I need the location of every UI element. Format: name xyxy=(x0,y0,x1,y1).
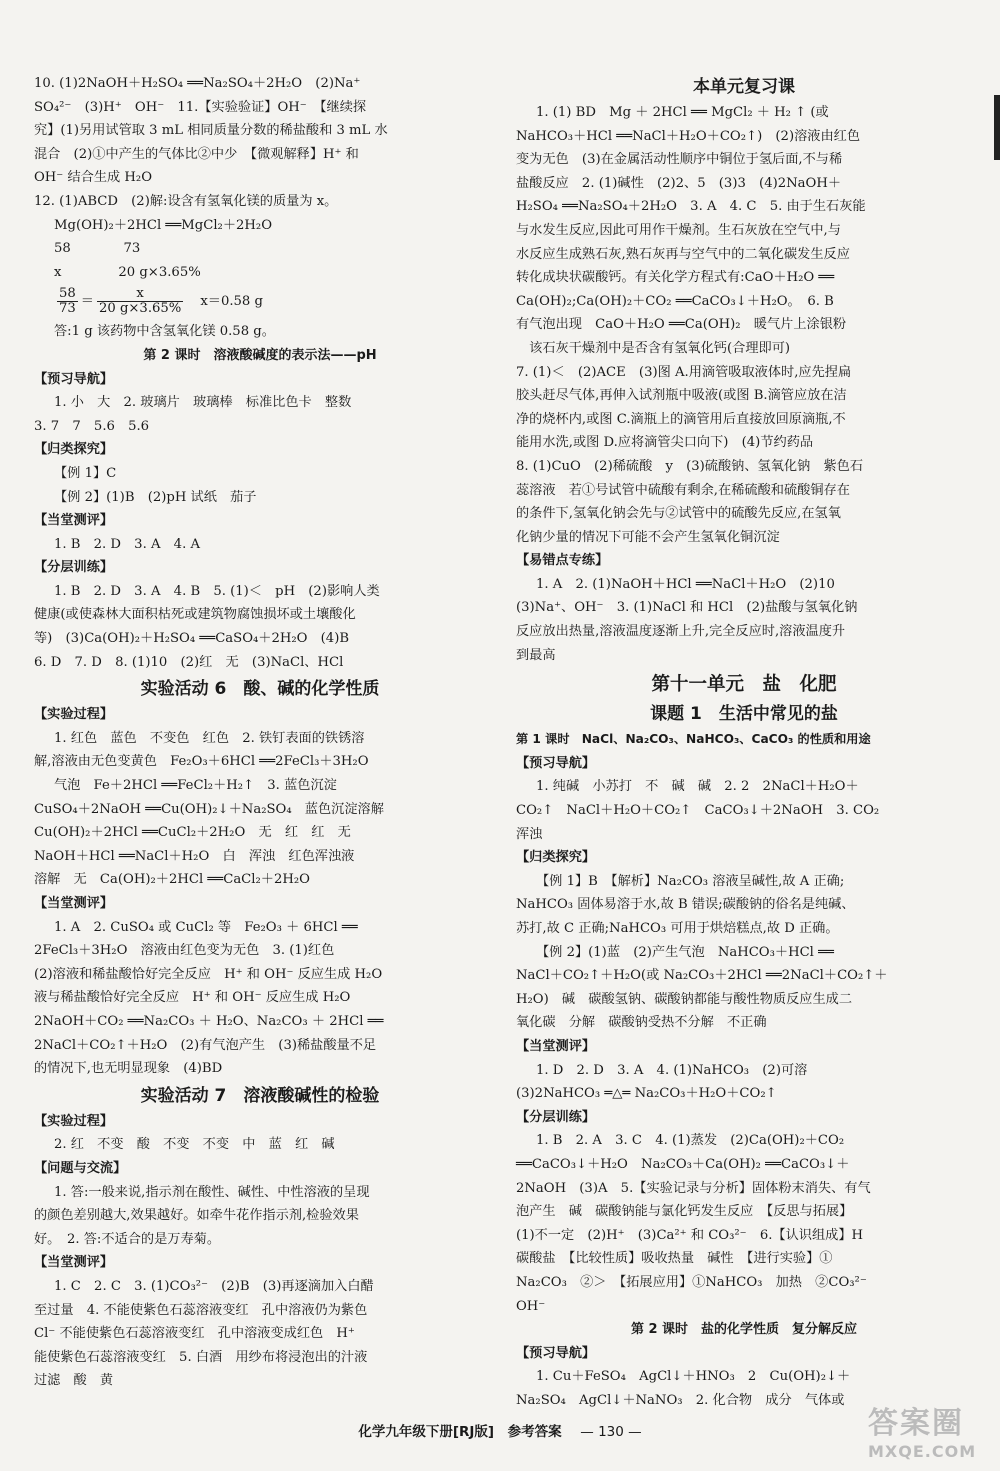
answer-line: OH⁻ xyxy=(516,1298,546,1314)
answer-line: 10. (1)2NaOH＋H₂SO₄ ══Na₂SO₄＋2H₂O (2)Na⁺ xyxy=(34,76,361,91)
answer-line: NaCl＋CO₂↑＋H₂O(或 Na₂CO₃＋2HCl ══2NaCl＋CO₂↑＋ xyxy=(516,968,888,984)
answer-line: 液与稀盐酸恰好完全反应 H⁺ 和 OH⁻ 反应生成 H₂O xyxy=(34,990,351,1006)
answer-line: NaHCO₃＋HCl ══NaCl＋H₂O＋CO₂↑) (2)溶液由红色 xyxy=(516,128,861,144)
fraction-right xyxy=(97,287,183,316)
answer-line: CuSO₄＋2NaOH ══Cu(OH)₂↓＋Na₂SO₄ 蓝色沉淀溶解 xyxy=(34,801,384,817)
answer-line: 1. B 2. A 3. C 4. (1)蒸发 (2)Ca(OH)₂＋CO₂ xyxy=(536,1133,845,1149)
watermark-line1: 答案圈 xyxy=(868,1406,964,1441)
answer-line: NaHCO₃ 固体易溶于水,故 B 错误;碳酸钠的俗名是纯碱、 xyxy=(516,897,855,913)
fraction-left xyxy=(57,287,78,316)
answer-line: 3. 7 7 5.6 5.6 xyxy=(34,418,150,434)
answer-line: 等) (3)Ca(OH)₂＋H₂SO₄ ══CaSO₄＋2H₂O (4)B xyxy=(34,631,350,647)
answer-line: 浑浊 xyxy=(516,826,543,842)
answer-line: (3)2NaHCO₃ ═△═ Na₂CO₃＋H₂O＋CO₂↑ xyxy=(516,1086,777,1102)
lesson-title: 第 2 课时 溶液酸碱度的表示法——pH xyxy=(143,347,377,363)
answer-line: 的条件下,氢氧化钠会先与②试管中的硫酸先反应,在氢氧 xyxy=(516,506,841,522)
section-tag: 【分层训练】 xyxy=(516,1109,596,1125)
answer-line: 化钠少量的情况下可能不会产生氢氧化铜沉淀 xyxy=(516,529,780,545)
watermark-logo xyxy=(868,1398,988,1462)
answer-line: 2NaOH (3)A 5.【实验记录与分析】固体粉末消失、有气 xyxy=(516,1180,871,1196)
answer-line: 好。 2. 答:不适合的是万寿菊。 xyxy=(34,1231,221,1247)
section-tag: 【预习导航】 xyxy=(34,371,114,387)
answer-line: 1. 红色 蓝色 不变色 红色 2. 铁钉表面的铁锈溶 xyxy=(54,730,365,746)
answer-line: 1. C 2. C 3. (1)CO₃²⁻ (2)B (3)再逐滴加入白醋 xyxy=(54,1278,374,1294)
answer-line: 溶解 无 Ca(OH)₂＋2HCl ══CaCl₂＋2H₂O xyxy=(34,872,310,888)
answer-line: 转化成块状碳酸钙。有关化学方程式有:CaO＋H₂O ══ xyxy=(516,270,835,286)
answer-line: 至过量 4. 不能使紫色石蕊溶液变红 孔中溶液仍为紫色 xyxy=(34,1302,368,1318)
footer-title: 化学九年级下册[RJ版] 参考答案 xyxy=(358,1424,562,1440)
answer-line: Mg(OH)₂＋2HCl ══MgCl₂＋2H₂O xyxy=(54,217,273,233)
answer-line: 2. 红 不变 酸 不变 不变 中 蓝 红 碱 xyxy=(54,1137,335,1153)
answer-line: NaOH＋HCl ══NaCl＋H₂O 白 浑浊 红色浑浊液 xyxy=(34,848,355,864)
answer-line: 1. B 2. D 3. A 4. A xyxy=(54,536,200,552)
answer-line: 【例 1】B 【解析】Na₂CO₃ 溶液呈碱性,故 A 正确; xyxy=(536,873,845,889)
answer-line: SO₄²⁻ (3)H⁺ OH⁻ 11.【实验验证】OH⁻ 【继续探 xyxy=(34,99,367,115)
answer-line: 1. 纯碱 小苏打 不 碱 碱 2. 2 2NaCl＋H₂O＋ xyxy=(536,779,859,795)
answer-line: CO₂↑ NaCl＋H₂O＋CO₂↑ CaCO₃↓＋2NaOH 3. CO₂ xyxy=(516,803,880,819)
section-title: 课题 1 生活中常见的盐 xyxy=(650,704,838,725)
answer-line: 变为无色 (3)在金属活动性顺序中铜位于氢后面,不与稀 xyxy=(516,152,843,168)
answer-line: 1. (1) BD Mg ＋ 2HCl ══ MgCl₂ ＋ H₂ ↑ (或 xyxy=(536,105,829,120)
answer-line: 能用水洗,或图 D.应将滴管尖口向下) (4)节约药品 xyxy=(516,435,814,451)
section-tag: 【当堂测评】 xyxy=(516,1038,596,1054)
section-tag: 【分层训练】 xyxy=(34,560,114,576)
denominator: 20 g×3.65% xyxy=(98,301,182,317)
section-title: 实验活动 6 酸、碱的化学性质 xyxy=(140,679,380,700)
lesson-title: 第 1 课时 NaCl、Na₂CO₃、NaHCO₃、CaCO₃ 的性质和用途 xyxy=(516,732,871,747)
section-tag: 【预习导航】 xyxy=(516,755,596,771)
answer-line: 【例 2】(1)蓝 (2)产生气泡 NaHCO₃＋HCl ══ xyxy=(536,944,834,960)
answer-line: 苏打,故 C 正确;NaHCO₃ 可用于烘焙糕点,故 D 正确。 xyxy=(516,921,839,936)
answer-line: Cl⁻ 不能使紫色石蕊溶液变红 孔中溶液变成红色 H⁺ xyxy=(34,1326,355,1342)
right-column xyxy=(516,72,972,1412)
answer-line: ══CaCO₃↓＋H₂O Na₂CO₃＋Ca(OH)₂ ══CaCO₃↓＋ xyxy=(516,1156,850,1172)
answer-line: 水反应生成熟石灰,熟石灰再与空气中的二氧化碳发生反应 xyxy=(516,246,850,262)
lesson-title: 第 2 课时 盐的化学性质 复分解反应 xyxy=(630,1322,858,1338)
numerator: x xyxy=(97,287,183,302)
answer-line: 健康(或使森林大面积枯死或建筑物腐蚀损坏或土壤酸化 xyxy=(34,607,356,623)
answer-line: 蕊溶液 若①号试管中硫酸有剩余,在稀硫酸和硫酸铜存在 xyxy=(516,482,850,498)
numerator: 58 xyxy=(59,286,76,302)
answer-line: H₂O) 碱 碳酸氢钠、碳酸钠都能与酸性物质反应生成二 xyxy=(516,991,853,1007)
section-tag: 【归类探究】 xyxy=(34,442,114,458)
section-tag: 【当堂测评】 xyxy=(34,896,114,911)
answer-line: Cu(OH)₂＋2HCl ══CuCl₂＋2H₂O 无 红 红 无 xyxy=(34,825,351,841)
answer-line: 12. (1)ABCD (2)解:设含有氢氧化镁的质量为 x。 xyxy=(34,193,338,209)
unit-title: 第十一单元 盐 化肥 xyxy=(651,674,837,696)
answer-line: 该石灰干燥剂中是否含有氢氧化钙(合理即可) xyxy=(516,340,791,356)
section-tag: 【当堂测评】 xyxy=(34,1255,114,1271)
answer-line: 1. A 2. CuSO₄ 或 CuCl₂ 等 Fe₂O₃ ＋ 6HCl ══ xyxy=(54,919,358,935)
answer-line: 碳酸盐 【比较性质】吸收热量 碱性 【进行实验】① xyxy=(516,1251,833,1267)
answer-line: 8. (1)CuO (2)稀硫酸 y (3)硫酸钠、氢氧化钠 紫色石 xyxy=(516,458,864,474)
answer-line: Ca(OH)₂;Ca(OH)₂＋CO₂ ══CaCO₃↓＋H₂O。 6. B xyxy=(516,293,834,309)
answer-line: 气泡 Fe＋2HCl ══FeCl₂＋H₂↑ 3. 蓝色沉淀 xyxy=(54,778,337,794)
section-title: 实验活动 7 溶液酸碱性的检验 xyxy=(140,1085,380,1106)
answer-line: Na₂CO₃ ②＞ 【拓展应用】①NaHCO₃ 加热 ②CO₃²⁻ xyxy=(516,1274,867,1290)
answer-line: (3)Na⁺、OH⁻ 3. (1)NaCl 和 HCl (2)盐酸与氢氧化钠 xyxy=(516,600,858,616)
answer-line: 过滤 酸 黄 xyxy=(34,1373,114,1389)
denominator: 73 xyxy=(59,301,76,317)
answer-line: 7. (1)＜ (2)ACE (3)图 A.用滴管吸取液体时,应先捏扁 xyxy=(516,364,852,380)
answer-line: 【例 1】C xyxy=(54,465,117,481)
page-number: — 130 — xyxy=(580,1424,642,1440)
section-tag: 【实验过程】 xyxy=(34,707,114,723)
answer-line: OH⁻ 结合生成 H₂O xyxy=(34,170,153,186)
answer-line: 胶头赶尽气体,再伸入试剂瓶中吸液(或图 B.滴管应放在洁 xyxy=(516,388,847,404)
answer-line: 1. Cu＋FeSO₄ AgCl↓＋HNO₃ 2 Cu(OH)₂↓＋ xyxy=(536,1369,851,1385)
answer-line: 能使紫色石蕊溶液变红 5. 白酒 用纱布将浸泡出的汁液 xyxy=(34,1349,368,1365)
page-footer xyxy=(0,1420,1000,1440)
answer-line: 混合 (2)①中产生的气体比②中少 【微观解释】H⁺ 和 xyxy=(34,146,359,162)
left-column xyxy=(34,72,486,1393)
answer-line: 1. 小 大 2. 玻璃片 玻璃棒 标准比色卡 整数 xyxy=(54,395,352,411)
answer-line: 1. A 2. (1)NaOH＋HCl ══NaCl＋H₂O (2)10 xyxy=(536,576,835,592)
answer-line: 与水发生反应,因此可用作干燥剂。生石灰放在空气中,与 xyxy=(516,222,841,238)
answer-line: 到最高 xyxy=(516,647,556,663)
answer-line: 究】(1)另用试管取 3 mL 相同质量分数的稀盐酸和 3 mL 水 xyxy=(34,123,388,139)
section-tag: 【问题与交流】 xyxy=(34,1160,127,1176)
answer-line: Na₂SO₄ AgCl↓＋NaNO₃ 2. 化合物 成分 气体或 xyxy=(516,1392,845,1408)
section-title: 本单元复习课 xyxy=(693,77,795,97)
answer-line: 58 73 xyxy=(54,241,141,257)
answer-line: 答:1 g 该药物中含氢氧化镁 0.58 g。 xyxy=(54,324,275,340)
answer-line: 1. 答:一般来说,指示剂在酸性、碱性、中性溶液的呈现 xyxy=(54,1184,370,1200)
answer-line: (2)溶液和稀盐酸恰好完全反应 H⁺ 和 OH⁻ 反应生成 H₂O xyxy=(34,966,383,982)
section-tag: 【实验过程】 xyxy=(34,1113,114,1129)
answer-line: 2NaOH＋CO₂ ══Na₂CO₃ ＋ H₂O、Na₂CO₃ ＋ 2HCl ══ xyxy=(34,1013,384,1029)
answer-line: 2FeCl₃＋3H₂O 溶液由红色变为无色 3. (1)红色 xyxy=(34,943,335,959)
answer-line: 1. B 2. D 3. A 4. B 5. (1)＜ pH (2)影响人类 xyxy=(54,583,380,599)
answer-line: H₂SO₄ ══Na₂SO₄＋2H₂O 3. A 4. C 5. 由于生石灰能 xyxy=(516,199,866,215)
section-tag: 【当堂测评】 xyxy=(34,513,114,529)
answer-line: 盐酸反应 2. (1)碱性 (2)2、5 (3)3 (4)2NaOH＋ xyxy=(516,175,842,191)
answer-line: 净的烧杯内,或图 C.滴瓶上的滴管用后直接放回原滴瓶,不 xyxy=(516,411,846,427)
answer-line: 解,溶液由无色变黄色 Fe₂O₃＋6HCl ══2FeCl₃＋3H₂O xyxy=(34,754,369,770)
answer-line: 反应放出热量,溶液温度逐渐上升,完全反应时,溶液温度升 xyxy=(516,624,846,640)
answer-line: x 20 g×3.65% xyxy=(54,264,201,280)
answer-line: 6. D 7. D 8. (1)10 (2)红 无 (3)NaCl、HCl xyxy=(34,654,344,670)
answer-line: 1. D 2. D 3. A 4. (1)NaHCO₃ (2)可溶 xyxy=(536,1062,808,1078)
answer-line: 2NaCl＋CO₂↑＋H₂O (2)有气泡产生 (3)稀盐酸量不足 xyxy=(34,1037,377,1053)
answer-line: 有气泡出现 CaO＋H₂O ══Ca(OH)₂ 暖气片上涂银粉 xyxy=(516,317,847,333)
answer-line: 的颜色差别越大,效果越好。如牵牛花作指示剂,检验效果 xyxy=(34,1208,359,1224)
section-tag: 【预习导航】 xyxy=(516,1345,596,1361)
answer-line: (1)不一定 (2)H⁺ (3)Ca²⁺ 和 CO₃²⁻ 6.【认识组成】H xyxy=(516,1227,864,1243)
watermark-line2: MXQE.COM xyxy=(868,1442,977,1461)
equals-sign: ＝ xyxy=(80,294,94,310)
section-tag: 【归类探究】 xyxy=(516,850,596,866)
fraction-line xyxy=(34,284,486,320)
answer-line: 的情况下,也无明显现象 (4)BD xyxy=(34,1061,223,1077)
answer-line: 【例 2】(1)B (2)pH 试纸 茄子 xyxy=(54,489,257,505)
fraction-result: x＝0.58 g xyxy=(200,294,263,310)
section-tag: 【易错点专练】 xyxy=(516,553,609,569)
answer-line: 泡产生 碱 碳酸钠能与氯化钙发生反应 【反思与拓展】 xyxy=(516,1204,853,1220)
page-edge-mark xyxy=(994,95,1000,160)
answer-line: 氧化碳 分解 碳酸钠受热不分解 不正确 xyxy=(516,1015,767,1031)
